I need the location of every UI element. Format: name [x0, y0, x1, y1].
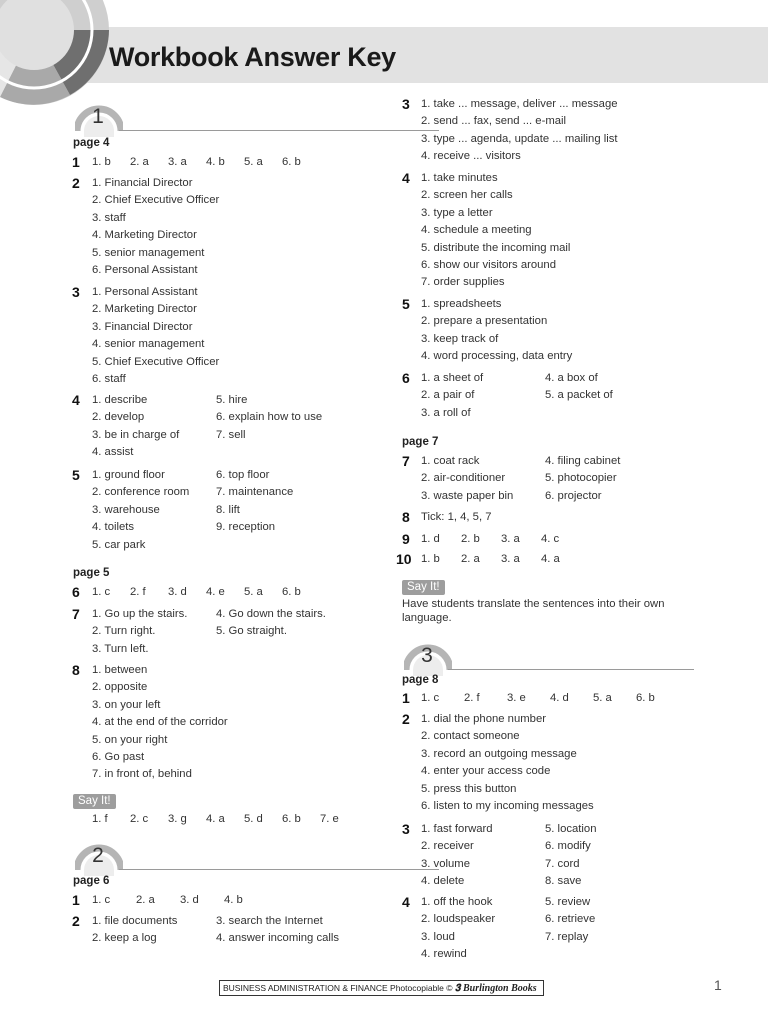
answer-item: 5. a — [244, 156, 263, 168]
answer-item: 1. Personal Assistant — [92, 286, 198, 298]
answer-item: 3. g — [168, 813, 187, 825]
answer-item: 6. show our visitors around — [421, 259, 557, 271]
exercise-number: 8 — [402, 509, 410, 525]
answer-item: 5. review — [545, 896, 591, 908]
page-title: Workbook Answer Key — [109, 42, 396, 72]
answer-item: 3. a roll of — [421, 406, 471, 419]
answer-item: 3. be in charge of — [92, 428, 180, 441]
say-it-instruction: Have students translate the sentences into their own language. — [402, 598, 665, 624]
answer-item: 2. a — [461, 553, 480, 565]
answer-item: 6. b — [282, 813, 301, 825]
answer-item: 2. f — [130, 586, 146, 598]
answer-item: 3. type ... agenda, update ... mailing list — [421, 132, 618, 145]
answer-item: 2. send ... fax, send ... e-mail — [421, 115, 567, 128]
answer-item: 7. maintenance — [216, 486, 294, 499]
answer-item: 3. type a letter — [421, 206, 493, 219]
answer-item: 2. Chief Executive Officer — [92, 194, 220, 207]
answer-item: 7. sell — [216, 428, 246, 441]
answer-item: 2. conference room — [92, 486, 190, 499]
unit-rule — [448, 669, 694, 670]
answer-item: 2. loudspeaker — [421, 913, 496, 926]
answer-item: 1. describe — [92, 394, 148, 406]
answer-item: 3. staff — [92, 211, 126, 224]
exercise-number: 7 — [72, 606, 80, 622]
answer-item: 6. explain how to use — [216, 411, 323, 424]
answer-item: 1. file documents — [92, 915, 178, 927]
page-heading: page 7 — [402, 436, 439, 448]
answer-item: 4. rewind — [421, 948, 467, 961]
answer-item: 2. c — [130, 813, 149, 825]
page-heading: page 8 — [402, 674, 439, 686]
answer-item: 5. press this button — [421, 782, 517, 795]
exercise-number: 2 — [72, 913, 80, 929]
answer-item: 4. a — [541, 553, 560, 565]
answer-item: 1. f — [92, 813, 108, 825]
answer-item: 6. staff — [92, 373, 126, 385]
unit-number: 1 — [92, 105, 104, 128]
exercise-number: 3 — [72, 284, 80, 300]
publisher-logo: 𝟑 — [454, 983, 463, 994]
answer-item: 1. c — [421, 692, 440, 704]
exercise-number: 5 — [72, 467, 80, 483]
exercise-number: 1 — [72, 892, 80, 908]
answer-item: 3. on your left — [92, 698, 161, 711]
answer-item: 1. b — [421, 553, 440, 565]
answer-item: 2. a — [130, 156, 149, 168]
exercise-number: 10 — [396, 551, 412, 567]
answer-item: 4. assist — [92, 446, 134, 459]
answer-item: 5. a — [593, 692, 612, 704]
say-it-badge: Say It! — [73, 794, 116, 809]
exercise-number: 1 — [402, 690, 410, 706]
exercise-number: 6 — [72, 584, 80, 600]
answer-item: 4. receive ... visitors — [421, 150, 521, 163]
answer-item: 5. car park — [92, 538, 146, 551]
answer-item: 1. coat rack — [421, 455, 480, 467]
answer-item: 5. d — [244, 813, 263, 825]
answer-item: 3. volume — [421, 857, 470, 870]
answer-item: 4. at the end of the corridor — [92, 716, 228, 729]
answer-item: 5. a — [244, 586, 263, 598]
answer-item: 7. replay — [545, 930, 589, 943]
answer-item: 2. air-conditioner — [421, 472, 506, 485]
answer-item: 1. c — [92, 586, 111, 598]
answer-item: 1. ground floor — [92, 469, 165, 481]
footer-text: BUSINESS ADMINISTRATION & FINANCE Photocopiable © — [223, 983, 453, 993]
answer-item: 1. dial the phone number — [421, 713, 546, 725]
answer-item: 5. Chief Executive Officer — [92, 355, 220, 368]
answer-item: 3. loud — [421, 930, 455, 943]
exercise-number: 5 — [402, 296, 410, 312]
answer-item: 3. search the Internet — [216, 915, 323, 927]
answer-item: 5. senior management — [92, 246, 205, 259]
exercise-number: 2 — [402, 711, 410, 727]
exercise-number: 4 — [402, 894, 410, 910]
answer-item: 4. b — [206, 156, 225, 168]
answer-item: 3. Turn left. — [92, 642, 149, 655]
answer-item: 4. word processing, data entry — [421, 350, 573, 363]
answer-item: 4. schedule a meeting — [421, 224, 532, 237]
answer-item: 7. in front of, behind — [92, 768, 192, 781]
answer-item: 7. e — [320, 813, 339, 825]
answer-item: 6. b — [282, 586, 301, 598]
answer-item: 2. f — [464, 692, 480, 704]
say-it-badge: Say It! — [402, 580, 445, 595]
answer-item: 2. prepare a presentation — [421, 315, 548, 328]
answer-item: 6. b — [636, 692, 655, 704]
answer-item: 9. reception — [216, 521, 276, 534]
answer-item: 7. cord — [545, 857, 580, 870]
answer-item: 1. b — [92, 156, 111, 168]
answer-item: 3. waste paper bin — [421, 489, 514, 502]
answer-item: 3. a — [501, 533, 520, 545]
answer-item: 4. Marketing Director — [92, 229, 197, 242]
unit-rule — [119, 130, 439, 131]
page-heading: page 4 — [73, 137, 110, 149]
answer-item: 4. senior management — [92, 338, 205, 351]
answer-item: 3. d — [168, 586, 187, 598]
exercise-number: 6 — [402, 370, 410, 386]
answer-item: 6. Go past — [92, 751, 145, 763]
answer-item: 4. d — [550, 692, 569, 704]
answer-item: 4. toilets — [92, 521, 135, 534]
exercise-number: 3 — [402, 821, 410, 837]
answer-item: 1. fast forward — [421, 823, 493, 835]
answer-item: 1. a sheet of — [421, 372, 484, 384]
unit-marker — [75, 97, 445, 137]
answer-item: 2. receiver — [421, 840, 474, 853]
publisher-name: Burlington Books — [462, 983, 537, 994]
answer-item: 8. lift — [216, 503, 240, 516]
answer-item: 2. Turn right. — [92, 625, 156, 638]
answer-item: 5. photocopier — [545, 472, 617, 485]
answer-item: 4. enter your access code — [421, 765, 551, 778]
answer-item: 2. opposite — [92, 681, 148, 694]
answer-item: 8. save — [545, 875, 582, 888]
answer-item: 2. a pair of — [421, 389, 475, 402]
answer-item: 3. d — [180, 894, 199, 906]
answer-item: 1. take ... message, deliver ... message — [421, 98, 618, 110]
answer-item: 3. record an outgoing message — [421, 747, 577, 760]
answer-item: 4. e — [206, 586, 225, 598]
answer-item: 5. on your right — [92, 733, 168, 746]
exercise-number: 1 — [72, 154, 80, 170]
answer-item: 3. a — [501, 553, 520, 565]
answer-item: 1. off the hook — [421, 896, 493, 908]
answer-item: 2. a — [136, 894, 155, 906]
exercise-number: 7 — [402, 453, 410, 469]
footer-credit — [219, 980, 544, 996]
answer-item: 3. a — [168, 156, 187, 168]
unit-number: 3 — [421, 644, 433, 667]
answer-item: 2. Marketing Director — [92, 303, 197, 316]
answer-item: 2. screen her calls — [421, 189, 513, 202]
answer-item: 5. distribute the incoming mail — [421, 241, 571, 254]
answer-item: 5. Go straight. — [216, 625, 287, 638]
answer-item: 7. order supplies — [421, 276, 505, 289]
unit-marker — [404, 636, 700, 676]
exercise-number: 4 — [402, 170, 410, 186]
answer-item: 5. location — [545, 823, 597, 835]
answer-item: 4. a box of — [545, 372, 598, 384]
unit-marker — [75, 836, 445, 876]
answer-item: 2. keep a log — [92, 932, 157, 945]
answer-item: 6. modify — [545, 840, 591, 853]
exercise-number: 9 — [402, 531, 410, 547]
answer-item: 3. e — [507, 692, 526, 704]
answer-item: 6. top floor — [216, 469, 270, 481]
answer-item: 2. contact someone — [421, 730, 520, 743]
answer-item: 5. a packet of — [545, 389, 613, 402]
answer-item: 1. Go up the stairs. — [92, 608, 188, 620]
page-heading: page 6 — [73, 875, 110, 887]
answer-item: 1. c — [92, 894, 111, 906]
decorative-disc-graphic — [0, 0, 110, 110]
answer-item: 4. c — [541, 533, 560, 545]
answer-item: 4. delete — [421, 875, 465, 888]
answer-item: 4. filing cabinet — [545, 455, 621, 467]
unit-number: 2 — [92, 844, 104, 867]
answer-item: 5. hire — [216, 394, 248, 406]
answer-item: 3. Financial Director — [92, 320, 193, 333]
answer-item: 6. Personal Assistant — [92, 264, 198, 276]
exercise-number: 8 — [72, 662, 80, 678]
answer-item: 6. listen to my incoming messages — [421, 800, 594, 812]
page-number: 1 — [714, 977, 722, 993]
answer-item: 6. projector — [545, 489, 602, 502]
answer-item: 1. d — [421, 533, 440, 545]
unit-rule — [119, 869, 439, 870]
page-heading: page 5 — [73, 567, 110, 579]
exercise-number: 2 — [72, 175, 80, 191]
answer-item: 6. retrieve — [545, 913, 596, 926]
answer-item: 2. b — [461, 533, 480, 545]
answer-item: 1. Financial Director — [92, 177, 193, 189]
answer-item: 3. warehouse — [92, 503, 160, 516]
answer-item: 4. Go down the stairs. — [216, 608, 326, 620]
answer-item: 1. between — [92, 664, 148, 676]
answer-item: 4. a — [206, 813, 225, 825]
answer-item: 2. develop — [92, 411, 145, 424]
answer-text: Tick: 1, 4, 5, 7 — [421, 511, 492, 523]
exercise-number: 4 — [72, 392, 80, 408]
answer-item: 3. keep track of — [421, 332, 499, 345]
answer-item: 1. spreadsheets — [421, 298, 502, 310]
answer-item: 1. take minutes — [421, 172, 498, 184]
answer-item: 4. answer incoming calls — [216, 932, 340, 945]
answer-item: 4. b — [224, 894, 243, 906]
exercise-number: 3 — [402, 96, 410, 112]
answer-item: 6. b — [282, 156, 301, 168]
